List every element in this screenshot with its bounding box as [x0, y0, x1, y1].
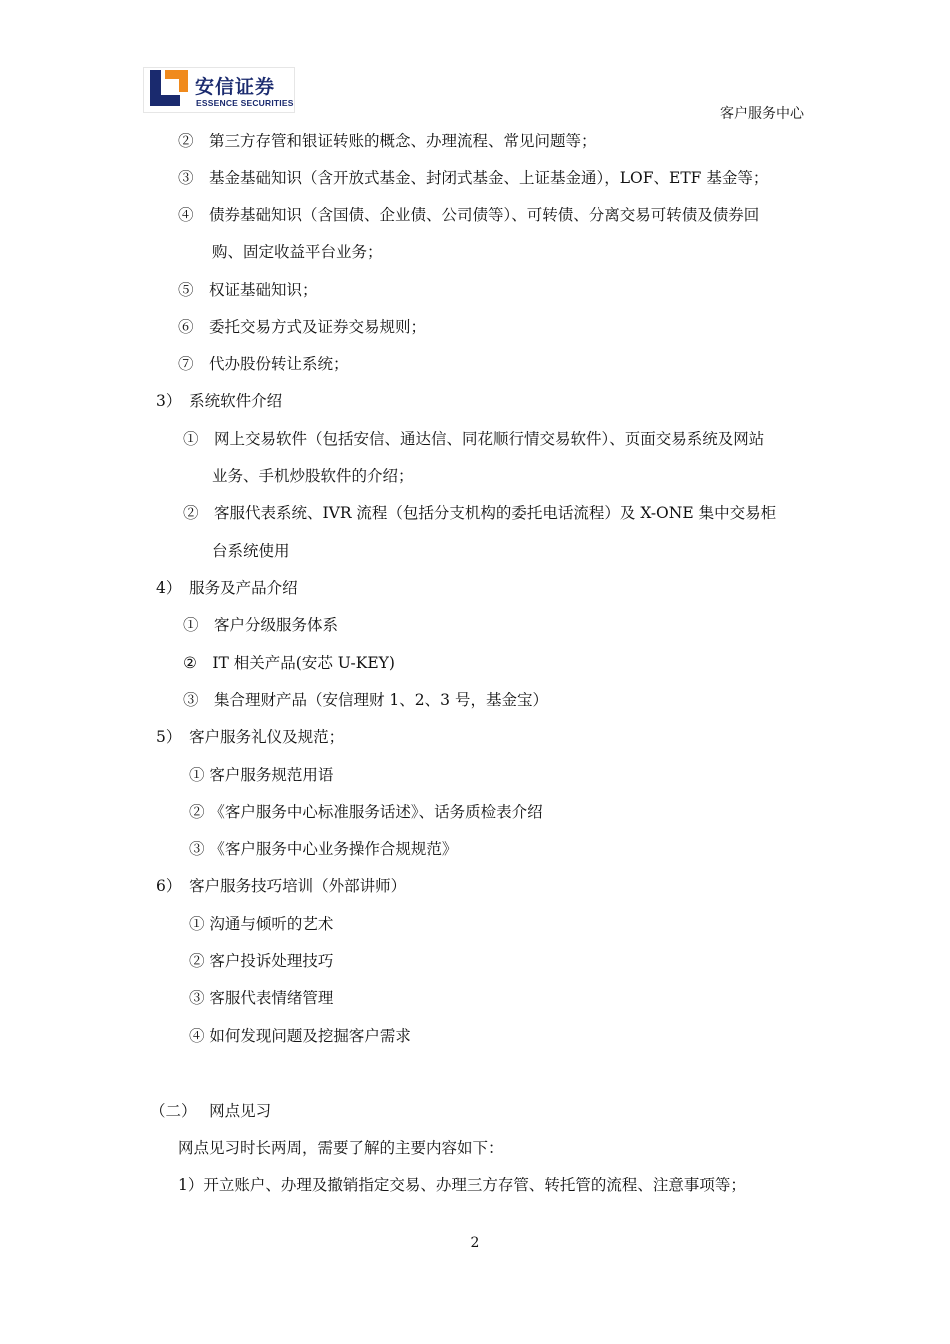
section-heading: 4） 服务及产品介绍 — [156, 579, 298, 597]
paragraph: 网点见习时长两周，需要了解的主要内容如下： — [178, 1139, 504, 1157]
list-item: ③ 基金基础知识（含开放式基金、封闭式基金、上证基金通），LOF、ETF 基金等； — [178, 169, 769, 187]
company-logo — [143, 67, 295, 113]
list-item: ③ 集合理财产品（安信理财 1、2、3 号，基金宝） — [183, 691, 548, 709]
list-item: ⑤ 权证基础知识； — [178, 281, 318, 299]
list-item-continuation: 台系统使用 — [212, 542, 290, 560]
section-heading: 5） 客户服务礼仪及规范； — [156, 728, 345, 746]
header-rule — [143, 124, 807, 125]
list-item: ② 客户投诉处理技巧 — [189, 952, 334, 970]
list-item: ⑦ 代办股份转让系统； — [178, 355, 349, 373]
section-heading: 3） 系统软件介绍 — [156, 392, 283, 410]
list-item-continuation: 购、固定收益平台业务； — [212, 243, 383, 261]
section-heading: 6） 客户服务技巧培训（外部讲师） — [156, 877, 407, 895]
list-item: ② 第三方存管和银证转账的概念、办理流程、常见问题等； — [178, 132, 597, 150]
list-item: ② IT 相关产品(安芯 U-KEY) — [183, 654, 395, 672]
logo-text-cn: 安信证券 — [195, 76, 276, 98]
list-item: ② 客服代表系统、IVR 流程（包括分支机构的委托电话流程）及 X-ONE 集中交易柜 — [183, 504, 777, 522]
logo-text-en: ESSENCE SECURITIES — [196, 98, 294, 108]
list-item: ① 客户分级服务体系 — [183, 616, 339, 634]
page-number: 2 — [470, 1235, 480, 1251]
list-item: ④ 如何发现问题及挖掘客户需求 — [189, 1027, 411, 1045]
list-item-continuation: 业务、手机炒股软件的介绍； — [212, 467, 414, 485]
list-item: ③ 《客户服务中心业务操作合规规范》 — [189, 840, 458, 858]
logo-mark-icon — [150, 70, 188, 106]
list-item: ① 客户服务规范用语 — [189, 766, 334, 784]
header-title: 客户服务中心 — [720, 106, 804, 122]
list-item: ⑥ 委托交易方式及证券交易规则； — [178, 318, 427, 336]
list-item: 1）开立账户、办理及撤销指定交易、办理三方存管、转托管的流程、注意事项等； — [178, 1176, 746, 1194]
section-heading: （二） 网点见习 — [150, 1102, 272, 1120]
list-item: ② 《客户服务中心标准服务话述》、话务质检表介绍 — [189, 803, 543, 821]
list-item: ④ 债券基础知识（含国债、企业债、公司债等）、可转债、分离交易可转债及债券回 — [178, 206, 760, 224]
list-item: ③ 客服代表情绪管理 — [189, 989, 334, 1007]
list-item: ① 沟通与倾听的艺术 — [189, 915, 334, 933]
list-item: ① 网上交易软件（包括安信、通达信、同花顺行情交易软件）、页面交易系统及网站 — [183, 430, 765, 448]
